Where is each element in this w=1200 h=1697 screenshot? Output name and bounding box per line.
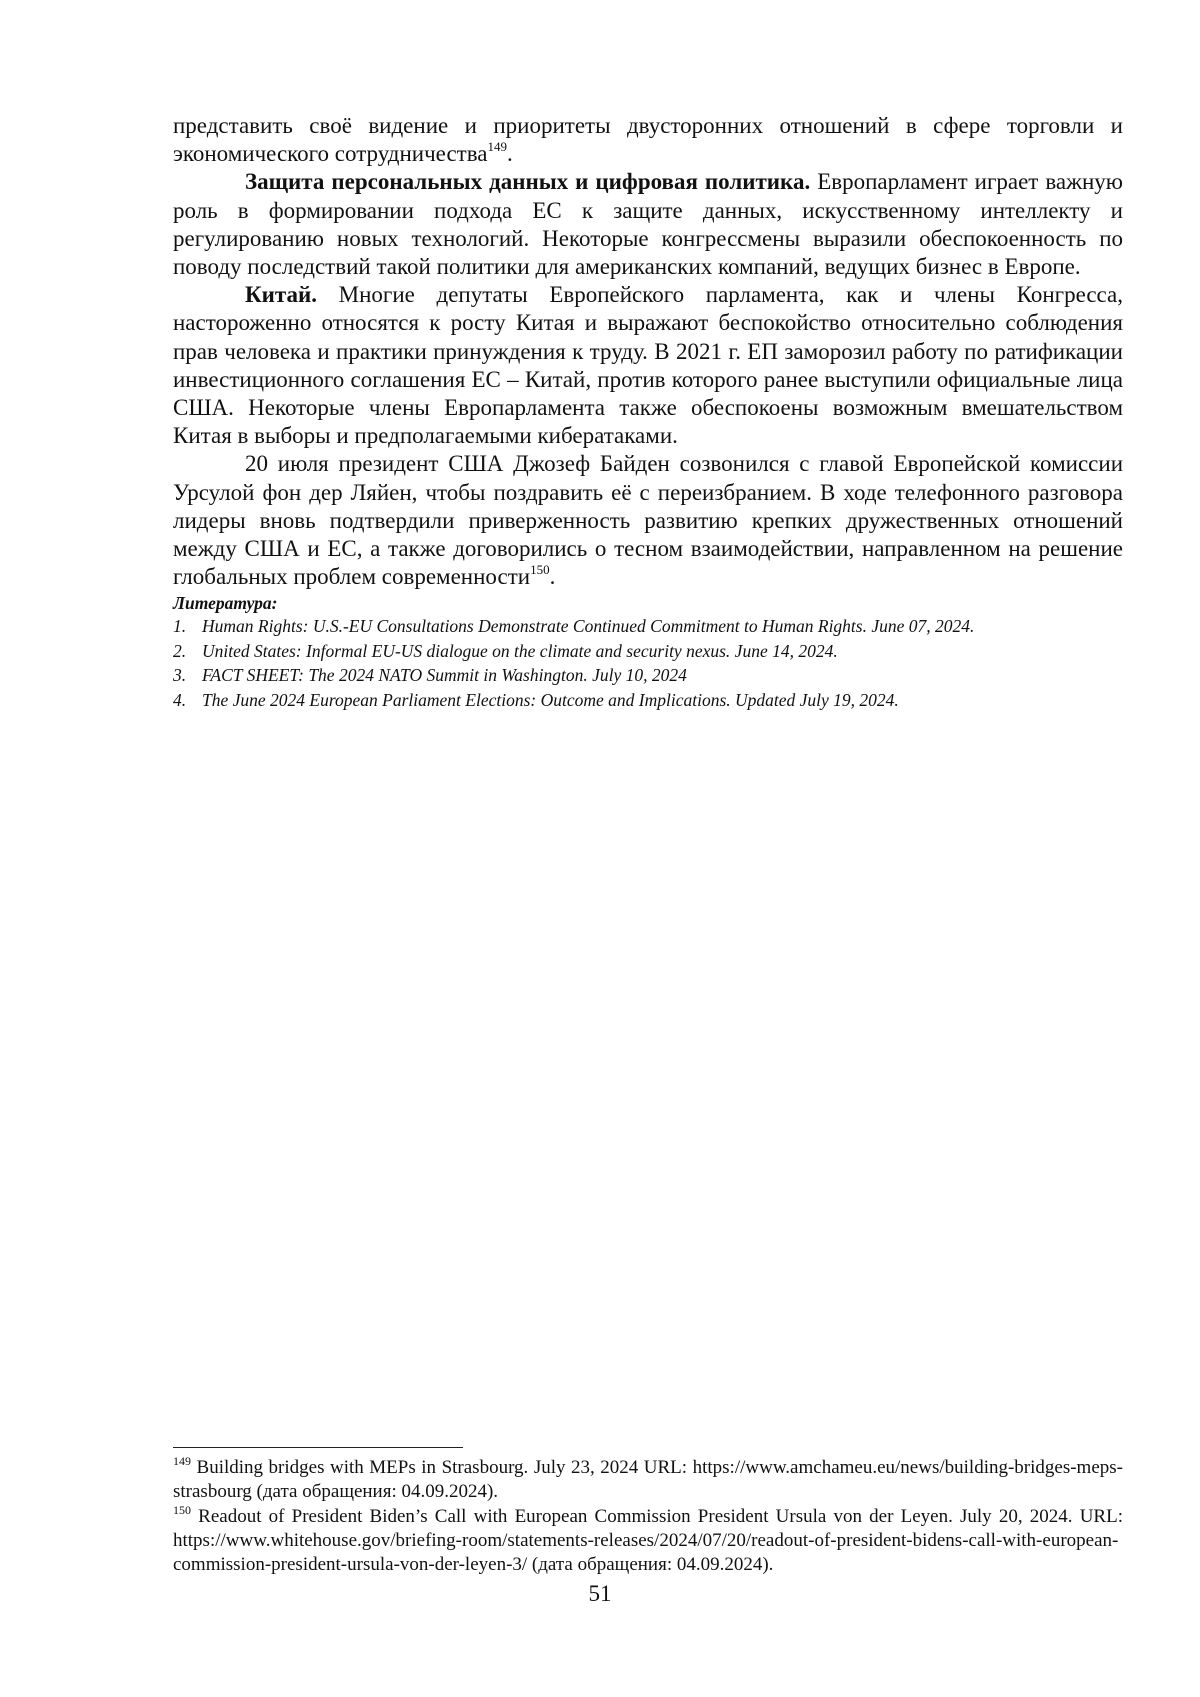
item-text: United States: Informal EU-US dialogue on the climate and security nexus. June 14, 2024.: [202, 640, 838, 661]
literature-item: [173, 639, 1123, 664]
item-number: 2.: [173, 640, 187, 661]
literature-item: [173, 688, 1123, 713]
item-number: 3.: [173, 665, 187, 686]
paragraph-text: Многие депутаты Европейского парламента, как и члены Конгресса, настороженно относятся к росту Китая и выражают беспокойство относительно соблюдения прав человека и практики принуждения к труду. В 2021 г. ЕП заморозил работу по ратификации инвестиционного соглашения ЕС – Китай, против которого ранее выступили официальные лица США. Некоторые члены Европарламента также обеспокоены возможным вмешательством Китая в выборы и предполагаемыми кибератаками.: [173, 282, 1123, 449]
item-text: The June 2024 European Parliament Elections: Outcome and Implications. Updated July 19, 2024.: [202, 689, 899, 710]
footnote-number: 150: [173, 1502, 191, 1517]
footnote-150: [173, 1502, 1123, 1578]
paragraph-end: .: [549, 564, 556, 590]
literature-item: [173, 614, 1123, 639]
footnote-149: [173, 1456, 1123, 1505]
item-number: 1.: [173, 616, 187, 637]
paragraph-continuation: [173, 112, 1123, 168]
footnote-text[interactable]: Building bridges with MEPs in Strasbourg. July 23, 2024 URL: https://www.amchameu.eu/news/building-bridges-meps-strasbourg (дата обращения: 04.09.2024).: [173, 1457, 1123, 1503]
literature-item: [173, 663, 1123, 688]
literature-list: [173, 614, 1123, 712]
footnote-number: 149: [173, 1454, 191, 1468]
paragraph-text: представить своё видение и приоритеты двусторонних отношений в сфере торговли и экономического сотрудничества: [173, 113, 1123, 167]
paragraph-text: Европарламент играет важную роль в формировании подхода ЕС к защите данных, искусственному интеллекту и регулированию новых технологий. Некоторые конгрессмены выразили обеспокоенность по поводу последствий такой политики для американских компаний, ведущих бизнес в Европе.: [173, 169, 1123, 280]
paragraph-text: 20 июля президент США Джозеф Байден созвонился с главой Европейской комиссии Урсулой фон дер Ляйен, чтобы поздравить её с переизбранием. В ходе телефонного разговора лидеры вновь подтвердили приверженность развитию крепких дружественных отношений между США и ЕС, а также договорились о тесном взаимодействии, направленном на решение глобальных проблем современности: [173, 451, 1123, 590]
item-number: 4.: [173, 689, 187, 710]
item-text: FACT SHEET: The 2024 NATO Summit in Washington. July 10, 2024: [202, 665, 687, 686]
paragraph-end: .: [506, 141, 513, 167]
footnote-separator: [173, 1447, 463, 1448]
literature-heading: Литература:: [173, 593, 278, 614]
paragraph-heading: Защита персональных данных и цифровая политика.: [245, 169, 811, 195]
footnote-text[interactable]: Readout of President Biden’s Call with European Commission President Ursula von der Leyen. July 20, 2024. URL: https://www.whitehouse.gov/briefing-room/statements-releases/2024/07/20/readout-of-president-bidens-call-with-european-commission-president-ursula-von-der-leyen-3/ (дата обращения: 04.09.2024).: [173, 1505, 1123, 1576]
item-text: Human Rights: U.S.-EU Consultations Demonstrate Continued Commitment to Human Rights. June 07, 2024.: [202, 616, 975, 637]
page-number: 51: [588, 1581, 612, 1606]
paragraph-biden-call: [173, 450, 1123, 591]
footnote-ref-150[interactable]: 150: [530, 562, 550, 578]
paragraph-data-protection: [173, 168, 1123, 281]
paragraph-heading: Китай.: [245, 282, 318, 308]
footnote-ref-149[interactable]: 149: [487, 139, 507, 155]
body-text: [173, 112, 1123, 712]
footnotes: [173, 1456, 1123, 1577]
paragraph-china: [173, 281, 1123, 450]
